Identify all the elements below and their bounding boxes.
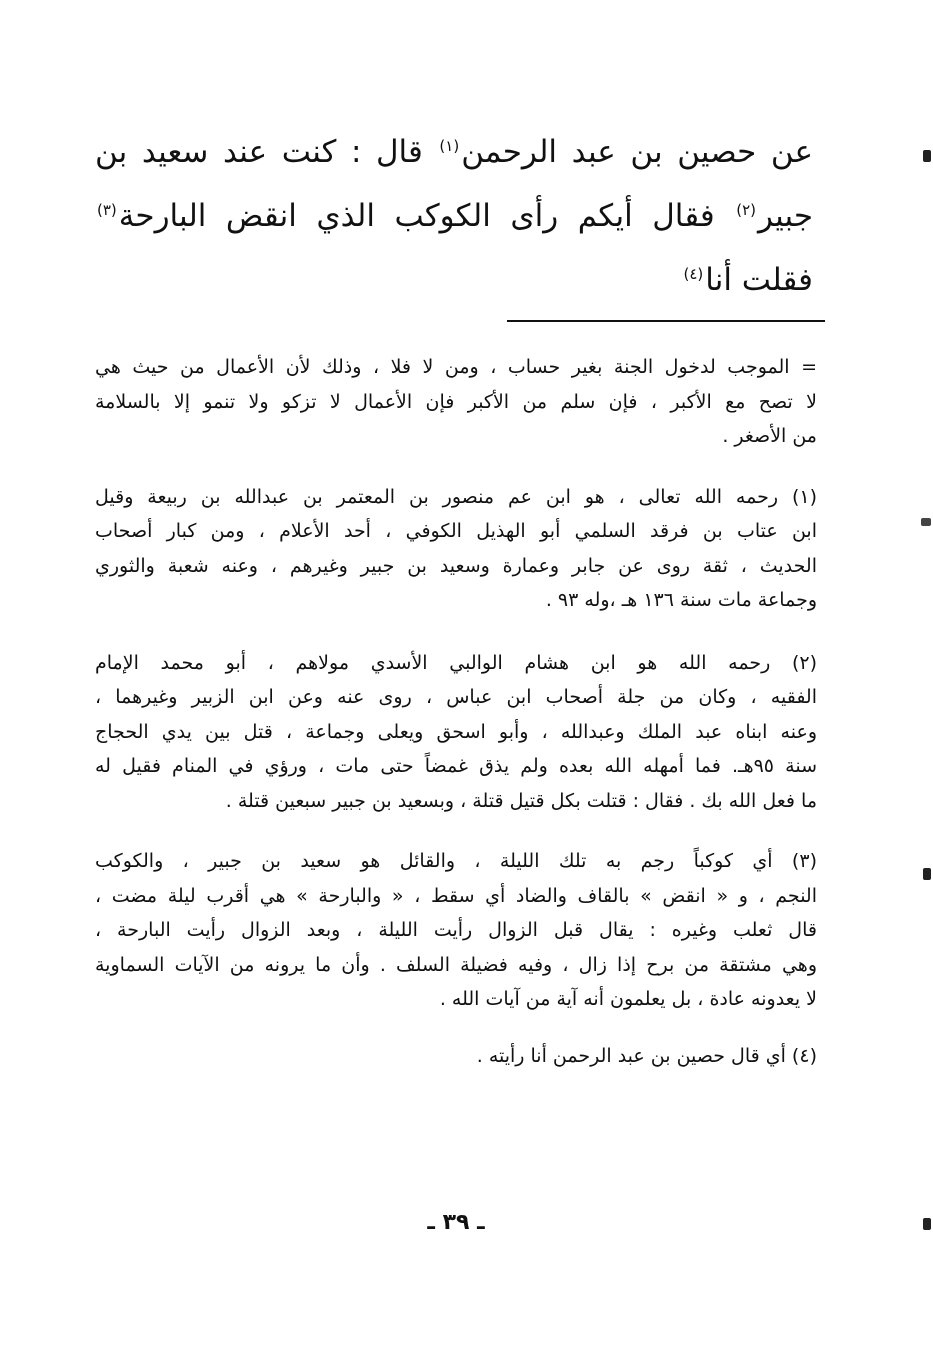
- footnote-ref-2: (٢): [736, 200, 757, 219]
- footnote-line: الحديث ، ثقة روى عن جابر وعمارة وسعيد بن جبير وغيرهم ، وعنه شعبة والثوري: [95, 554, 817, 577]
- footnote-separator: [507, 320, 825, 322]
- footnote-line: لا يعدونه عادة ، بل يعلمون أنه آية من آيات الله .: [439, 988, 817, 1010]
- footnote-ref-3: (٣): [97, 200, 117, 219]
- footnote-ref-4: (٤): [683, 264, 704, 283]
- footnote-line: (١) رحمه الله تعالى ، هو ابن عم منصور بن المعتمر بن عبدالله بن ربيعة وقيل: [95, 485, 817, 508]
- footnote-line: (٢) رحمه الله هو ابن هشام الوالبي الأسدي مولاهم ، أبو محمد الإمام: [95, 651, 817, 674]
- footnote-ref-1: (١): [439, 136, 460, 155]
- main-line-1: [95, 120, 813, 184]
- footnote-line: قال ثعلب وغيره : يقال قبل الزوال رأيت الليلة ، وبعد الزوال رأيت البارحة ،: [95, 919, 817, 941]
- main-line-2: [95, 184, 813, 248]
- footnote-line: النجم ، و « انقض » بالقاف والضاد أي سقط ، « والبارحة » هي أقرب ليلة مضت ،: [95, 884, 817, 907]
- footnote-1: [95, 480, 817, 618]
- scan-edge-mark: [923, 1218, 931, 1230]
- footnote-line: وهي مشتقة من برح إذا زال ، وفيه فضيلة السلف . وأن ما يرونه من الآيات السماوية: [95, 953, 817, 976]
- footnote-line: وجماعة مات سنة ١٣٦ هـ ،وله ٩٣ .: [545, 589, 817, 611]
- footnote-continuation: [95, 350, 817, 454]
- main-hadith-text: [95, 120, 813, 312]
- footnote-2: [95, 646, 817, 819]
- footnote-line: (٤) أي قال حصين بن عبد الرحمن أنا رأيته .: [476, 1044, 817, 1067]
- footnote-line: وعنه ابناه عبد الملك وعبدالله ، وأبو اسحق ويعلى وجماعة ، قتل بين يدي الحجاج: [95, 720, 817, 743]
- footnotes: [95, 350, 817, 1073]
- main-line-1-part-b: قال : كنت عند سعيد بن: [95, 134, 423, 170]
- main-line-3-part-a: فقلت أنا: [705, 262, 813, 298]
- footnote-3: [95, 844, 817, 1017]
- footnote-line: (٣) أي كوكباً رجم به تلك الليلة ، والقائل هو سعيد بن جبير ، والكوكب: [95, 850, 817, 872]
- footnote-line: سنة ٩٥هـ. فما أمهله الله بعده ولم يذق غمضاً حتى مات ، ورؤي في المنام فقيل له: [95, 755, 817, 777]
- scan-edge-mark: [923, 150, 931, 162]
- scan-edge-mark: [921, 518, 931, 526]
- main-line-2-part-b: فقال أيكم رأى الكوكب الذي انقض البارحة: [118, 198, 715, 234]
- page-number: ـ ٣٩ ـ: [427, 1210, 485, 1235]
- main-line-2-part-a: جبير: [758, 198, 813, 234]
- footnote-line: من الأصغر .: [722, 425, 817, 447]
- footnote-line: = الموجب لدخول الجنة بغير حساب ، ومن لا فلا ، وذلك لأن الأعمال من حيث هي: [95, 356, 817, 378]
- scan-edge-mark: [923, 868, 931, 880]
- main-line-1-part-a: عن حصين بن عبد الرحمن: [461, 134, 813, 170]
- footnote-line: ابن عتاب بن فرقد السلمي أبو الهذيل الكوفي ، أحد الأعلام ، ومن كبار أصحاب: [95, 520, 817, 542]
- footnote-4: [95, 1039, 817, 1074]
- main-line-3: [95, 248, 813, 312]
- footnote-line: الفقيه ، وكان من جلة أصحاب ابن عباس ، روى عنه وعن ابن الزبير وغيرهما ،: [95, 686, 817, 708]
- footnote-line: لا تصح مع الأكبر ، فإن سلم من الأكبر فإن الأعمال لا تزكو ولا تنمو إلا بالسلامة: [95, 390, 817, 413]
- footnote-line: ما فعل الله بك . فقال : قتلت بكل قتيل قتلة ، وبسعيد بن جبير سبعين قتلة .: [225, 789, 817, 812]
